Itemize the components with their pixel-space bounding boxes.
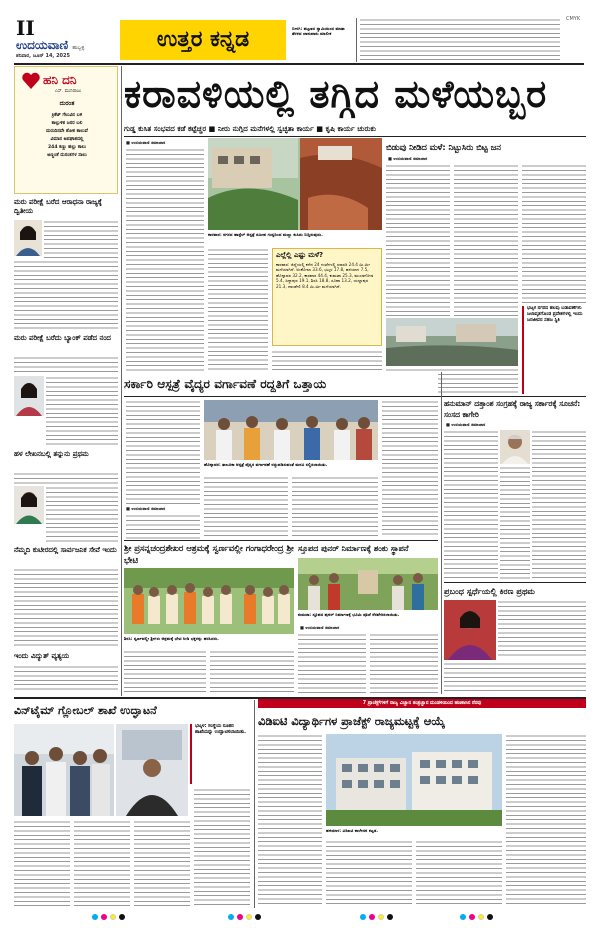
honey-heading: ದುರಂತ	[59, 100, 75, 107]
poem-line: ವಿಮಾನ ಅಪಘಾತದಲ್ಲಿ	[50, 137, 84, 142]
quiz-text-col1	[498, 600, 586, 658]
print-colour-bar-mid	[228, 914, 268, 920]
quiz-text-col2	[444, 662, 586, 692]
hanuman-photo-mp	[500, 430, 530, 464]
stupa-headline: ಸ್ತೂಪದ ಪುನರ್ ನಿರ್ಮಾಣಕ್ಕೆ ಶಂಕು ಸ್ಥಾಪನೆ	[298, 544, 409, 553]
rainfall-box-title: ಎಲ್ಲೆಲ್ಲಿ ಎಷ್ಟು ಮಳೆ?	[276, 251, 324, 259]
doctors-text-col2	[204, 476, 288, 536]
poem-line: ಮರುದಿನವೇ ಶೋಕ ಕಾಲುವೆ	[46, 129, 88, 134]
lead-bottom-rule	[124, 396, 586, 397]
side-story-headline: ಬಿಡುವು ನೀಡಿದ ಮಳೆ: ನಿಟ್ಟುಸಿರು ಬಿಟ್ಟ ಜನ	[386, 142, 501, 152]
doctors-sub-byline: ■ ಉದಯವಾಣಿ ಸಮಾಚಾರ	[126, 506, 166, 511]
doctors-sub-text	[126, 514, 200, 540]
print-colour-bar-far	[460, 914, 500, 920]
stupa-caption: ಕುಮಟಾ: ಸ್ತೂಪದ ಪುನರ್ ನಿರ್ಮಾಣಕ್ಕೆ ಭೂಮಿ ಪೂಜೆ ನೆರವೇರಿಸಲಾಯಿತು.	[298, 612, 400, 617]
hanuman-text-col1	[444, 430, 498, 580]
vdit-kicker	[258, 699, 586, 708]
side-story-pullquote-text: ಭಟ್ಕಳ ನಗರದ ಹಲವು ಬಡಾವಣೆಗಳು ಜಲಾವೃತಗೊಂಡ ಪ್ರದೇಶಗಳಲ್ಲಿ ಇಂದು ಜನಜೀವನ ಸಹಜ ಸ್ಥಿತಿ	[527, 306, 583, 323]
colour-dot	[387, 914, 393, 920]
colour-dot	[369, 914, 375, 920]
story-kuteera-title: ನೆಮ್ಮದಿ ಕುಟೀರದಲ್ಲಿ ಸಾರ್ವಜನಿಕ ಸೇವೆ ಇಂದು	[14, 546, 117, 554]
doctors-headline: ಸರ್ಕಾರಿ ಆಸ್ಪತ್ರೆ ವೈದ್ಯರ ವರ್ಗಾವಣೆ ರದ್ದತಿಗೆ ಒತ್ತಾಯ	[124, 372, 438, 396]
print-colour-bar-right	[360, 914, 400, 920]
ventime-photo-2	[116, 724, 188, 816]
issue-date: ಶನಿವಾರ, ಜೂನ್ 14, 2025	[16, 53, 70, 59]
honey-subtitle: ಎಸ್. ಮುನಿರಾಜು	[55, 89, 82, 94]
side-story-photo-flood	[386, 318, 518, 366]
section-title: ಉತ್ತರ ಕನ್ನಡ	[156, 27, 250, 52]
lead-col1-text	[126, 148, 204, 394]
vdit-photo-campus	[326, 734, 502, 826]
print-colour-bar-left	[92, 914, 132, 920]
vdit-text-col1	[258, 734, 322, 906]
honey-logo	[21, 71, 41, 91]
quiz-photo-student	[444, 600, 496, 660]
vdit-kicker-text: 7 ಪ್ರಾಜೆಕ್ಟ್‌ಗಳಿಗೆ ರಾಜ್ಯ ವಿಜ್ಞಾನ ತಂತ್ರಜ್ಞಾನ ಮಂಡಳಿಯಿಂದ ಹಣಕಾಸಿನ ನೆರವು	[362, 701, 482, 706]
story-power-text	[14, 665, 118, 693]
quiz-rule	[444, 582, 586, 583]
paper-name-text: ಉದಯವಾಣಿ	[16, 38, 69, 52]
doctors-text-col3	[292, 476, 378, 536]
ashram-photo	[124, 568, 294, 634]
ventime-photo-1	[14, 724, 114, 816]
stupa-photo	[298, 558, 438, 610]
story-nanda-title: ಮರು ಪರೀಕ್ಷೆ ಬರೆದು ಬ್ಯಾಂಕ್ ಪಡೆದ ನಂದ	[14, 334, 111, 342]
lead-headline	[124, 66, 586, 122]
colour-dot	[460, 914, 466, 920]
lead-subhead: ಗುಡ್ಡ ಕುಸಿತ ಸಂಭವದ ಕಡೆ ಕಟ್ಟೆಚ್ಚರ ■ ನೀರು ನುಗ್ಗಿದ ಮನೆಗಳಲ್ಲಿ ಸ್ವಚ್ಛತಾ ಕಾರ್ಯ ■ ಕೃಷಿ ಕಾರ್ಯ ಚುರುಕು	[124, 124, 377, 133]
lead-byline: ■ ಉದಯವಾಣಿ ಸಮಾಚಾರ	[126, 140, 166, 145]
colour-dot	[378, 914, 384, 920]
bottom-divider	[254, 700, 255, 908]
lead-photo-landslide	[208, 138, 382, 230]
stupa-text-col1	[298, 633, 366, 693]
doctors-text-col1	[126, 400, 200, 504]
hanuman-headline	[444, 398, 586, 420]
colour-dot	[246, 914, 252, 920]
colour-dot	[110, 914, 116, 920]
stupa-text-col2	[370, 633, 438, 693]
story-aradhana-text	[44, 220, 118, 258]
ventime-pullquote-text: ಭಟ್ಕಳ: ಸಂಸ್ಥೆಯ ನೂತನ ಶಾಖೆಯನ್ನು ಉದ್ಘಾಟಿಸಲಾಯಿತು.	[195, 724, 246, 736]
ventime-headline: ವಿನ್‌ಟೈಮ್ ಗ್ಲೋಬಲ್ ಶಾಖೆ ಉದ್ಘಾಟನೆ	[14, 704, 157, 717]
masthead-rule	[14, 63, 584, 65]
page-number: II	[16, 16, 35, 40]
honey-heart-icon	[21, 71, 41, 91]
ventime-pullquote	[190, 724, 250, 784]
side-story-pullquote	[522, 306, 586, 394]
colour-dot	[469, 914, 475, 920]
story-essay-title: ಹಳ ಲೇಖನಬಲ್ಲಿ ತನ್ನುನು ಪ್ರಥಮ	[14, 450, 89, 458]
student-photo-aradhana	[14, 220, 42, 256]
story-power-title: ಇಂದು ವಿದ್ಯುತ್ ವ್ಯತ್ಯಯ	[14, 652, 70, 660]
side-story-byline: ■ ಉದಯವಾಣಿ ಸಮಾಚಾರ	[388, 156, 428, 161]
ventime-text-col2	[74, 820, 130, 906]
doctors-caption: ಹೊನ್ನಾವರ: ತಾಲೂಕಾ ಆಸ್ಪತ್ರೆ ವೈದ್ಯರ ವರ್ಗಾವಣೆ ರದ್ದುಪಡಿಸುವಂತೆ ಮನವಿ ಸಲ್ಲಿಸಲಾಯಿತು.	[204, 462, 328, 467]
honey-poem	[15, 112, 119, 160]
colour-dot	[237, 914, 243, 920]
vdit-headline: ವಿಡಿಐಟಿ ವಿದ್ಯಾರ್ಥಿಗಳ ಪ್ರಾಜೆಕ್ಟ್ ರಾಜ್ಯಮಟ್ಟಕ್ಕೆ ಆಯ್ಕೆ	[258, 714, 445, 728]
vdit-text-col2	[326, 840, 412, 906]
colour-dot	[92, 914, 98, 920]
left-column-divider	[121, 66, 122, 696]
colour-dot	[255, 914, 261, 920]
rainfall-box	[272, 248, 382, 346]
ashram-caption: ಶಿರಸಿ: ಸ್ವರ್ಣವಲ್ಲೀ ಶ್ರೀಗಳು ಆಶ್ರಮಕ್ಕೆ ಭೇಟಿ ನೀಡಿ ಭಕ್ತರನ್ನು ಹರಸಿದರು.	[124, 636, 219, 641]
colour-dot	[487, 914, 493, 920]
ventime-text-col3	[134, 820, 190, 906]
hanuman-text-col2	[532, 430, 586, 580]
lead-headline-text: ಕರಾವಳಿಯಲ್ಲಿ ತಗ್ಗಿದ ಮಳೆಯಬ್ಬರ	[124, 72, 548, 116]
ashram-text-col2	[210, 650, 294, 694]
student-photo-nanda	[14, 376, 44, 416]
honey-box	[14, 66, 118, 194]
vdit-text-col3	[416, 840, 502, 906]
story-aradhana-text-2	[14, 260, 118, 330]
story-essay-text	[14, 472, 118, 484]
story-nanda-text-2	[46, 376, 118, 446]
rainfall-box-body: ಕಾರವಾರ: ಜಿಲ್ಲೆಯಲ್ಲಿ ಕಳೆದ 24 ಗಂಟೆಗಳಲ್ಲಿ ಸರಾಸರಿ 24.4 ಮಿ.ಮೀ ಮಳೆಯಾಗಿದೆ. ಅಂಕೋಲಾ 33.6, ಭಟ್ಕಳ 17.8, ಹಳಿಯಾಳ 7.5, ಹೊನ್ನಾವರ 32.2, ಕಾರವಾರ 44.4, ಕುಮಟಾ 25.3, ಮುಂಡಗೋಡ 5.4, ಸಿದ್ದಾಪುರ 19.1, ಶಿರಸಿ 18.8, ಸೂಪಾ 13.2, ಯಲ್ಲಾಪುರ 21.3, ದಾಂಡೇಲಿ 8.4 ಮಿ.ಮೀ ಮಳೆಯಾಗಿದೆ.	[276, 262, 374, 289]
student-photo-essay	[14, 486, 44, 524]
masthead-divider	[356, 18, 357, 62]
ashram-headline-text: ಶ್ರೀ ಪ್ರಸನ್ನಚಂದ್ರಶೇಖರ ಆಶ್ರಮಕ್ಕೆ ಸ್ವರ್ಣವಲ್ಲೀ ಗಂಗಾಧರೇಂದ್ರ ಶ್ರೀ ಭೇಟಿ	[124, 543, 294, 565]
ashram-text-col1	[124, 650, 206, 694]
colour-mark: CMYK	[566, 16, 581, 22]
masthead-brief-text	[360, 18, 560, 62]
masthead-blurb: ಬೀಳಗಿ: ಪಟ್ಟಣದ ಸ್ವಾಮಿಯಿಂದ ಮಾತಾ ತೆರಳಿದ ಜಾನುವಾರು ಮಾಲೀಕ	[292, 26, 345, 37]
hanuman-byline: ■ ಉದಯವಾಣಿ ಸಮಾಚಾರ	[446, 422, 486, 427]
story-essay-text-2	[46, 486, 118, 542]
story-aradhana-title: ಮರು ಪರೀಕ್ಷೆ ಬರೆದ ಆರಾಧನಾ ರಾಜ್ಯಕ್ಕೆ ದ್ವಿತೀಯ	[14, 198, 102, 215]
ashram-rule	[124, 540, 438, 541]
side-story-col1	[386, 164, 450, 316]
ventime-text-col1	[14, 820, 70, 906]
doctors-photo	[204, 400, 378, 460]
honey-title: ಹನಿ ದನಿ	[43, 73, 77, 87]
poem-line: ಕ್ರಿಕೆಟ್ ಗೆಲುವಿನ ಬಳಿ	[51, 113, 83, 118]
colour-dot	[101, 914, 107, 920]
hanuman-text-col3	[500, 466, 530, 580]
story-kuteera-text	[14, 568, 118, 648]
section-banner	[120, 20, 286, 60]
edition-name: ಹುಬ್ಬಳ್ಳಿ	[72, 45, 85, 51]
lead-rule	[124, 136, 586, 137]
vdit-text-col4	[506, 734, 586, 906]
poem-line: ಅಣ್ಣಂತೆ ದುರಂತಗಳ ಸಾಲು	[47, 153, 87, 158]
colour-dot	[228, 914, 234, 920]
ventime-text-col4	[194, 788, 250, 906]
colour-dot	[478, 914, 484, 920]
side-story-col2	[454, 164, 518, 316]
vdit-caption: ಹಳಿಯಾಳ: ವಿಡಿಐಟಿ ಕಾಲೇಜಿನ ಕಟ್ಟಡ.	[326, 828, 379, 833]
poem-line: ಕಾಲ್ತುಳಿತ ಜನರ ಬಲಿ	[51, 121, 83, 126]
quiz-headline: ಪ್ರಬಂಧ ಸ್ಪರ್ಧೆಯಲ್ಲಿ ಕಿರಣ ಪ್ರಥಮ	[444, 586, 536, 596]
colour-dot	[360, 914, 366, 920]
stupa-byline: ■ ಉದಯವಾಣಿ ಸಮಾಚಾರ	[300, 625, 340, 630]
poem-line: 244 ಕಣ್ಣು ಹಲ್ಲು ಕಾಲು	[47, 145, 87, 150]
side-story-col3	[522, 164, 586, 304]
story-nanda-text	[14, 356, 118, 374]
hanuman-headline-text: ಹನುಮಾನ್ ದತ್ತಾಂಶ ಸಂಗ್ರಹಕ್ಕೆ ರಾಜ್ಯ ಸರ್ಕಾರಕ್ಕೆ ಸೂಚನೆ: ಸಂಸದ ಕಾಗೇರಿ	[444, 399, 581, 419]
paper-name	[16, 38, 84, 53]
colour-dot	[119, 914, 125, 920]
middle-divider	[441, 372, 442, 694]
lead-photo-caption: ಕಾರವಾರ: ನಗರದ ಹಾಸ್ಟೆಲ್ ಆಸ್ಪತ್ರೆ ಸಮೀಪ ಗುಡ್ಡದಿಂದ ಮಣ್ಣು ಕುಸಿದು ಬಿದ್ದಿರುವುದು.	[208, 232, 323, 237]
doctors-text-col4	[382, 400, 438, 536]
